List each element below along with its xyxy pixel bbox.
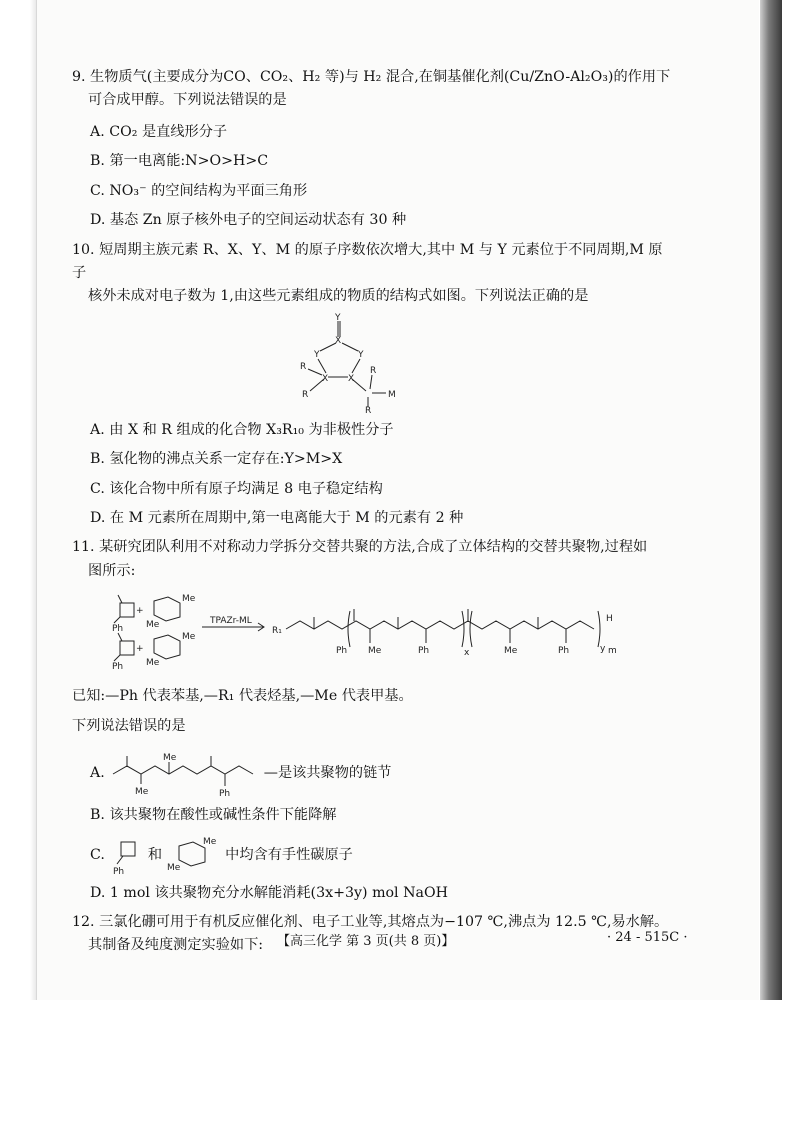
q11-option-c-text: 中均含有手性碳原子 [225,846,353,863]
footer-code: · 24 - 515C · [607,930,688,945]
q10-option-c: C. 该化合物中所有原子均满足 8 电子稳定结构 [90,480,383,497]
q11-stem-line2: 图所示: [88,562,136,579]
atom-label: Y [314,349,320,360]
svg-text:+: + [136,606,144,617]
atom-label: R [365,405,372,413]
catalyst-label: TPAZr-ML [210,616,252,627]
q9-stem-line2: 可合成甲醇。下列说法错误的是 [88,92,287,109]
q11-option-a [72,748,672,798]
atom-label: X [322,373,329,384]
footer-page-label: 【高三化学 第 3 页(共 8 页)】 [277,934,455,949]
methyl-label: Me [202,836,216,847]
atom-label: R [370,365,377,376]
q11-repeat-unit-structure [109,748,259,798]
atom-label: M [388,389,396,400]
methyl-label: Me [135,787,149,798]
q11-reaction-scheme [106,589,646,681]
atom-label: R [302,389,309,400]
phenyl-label: Ph [112,624,124,635]
q11-known: 已知:—Ph 代表苯基,—R₁ 代表烃基,—Me 代表甲基。 [72,688,413,705]
q9-option-a: A. CO₂ 是直线形分子 [90,123,228,140]
q12-stem-line2: 其制备及纯度测定实验如下: [88,937,264,954]
atom-label: Y [335,312,341,323]
r1-label: R₁ [272,626,282,637]
phenyl-label: Ph [558,646,570,657]
q12-stem-line1: 12. 三氯化硼可用于有机反应催化剂、电子工业等,其熔点为−107 ℃,沸点为 12.5 ℃,易水解。 [72,914,669,931]
subscript-x: x [464,648,470,659]
q11-option-c-label: C. [90,846,105,863]
phenyl-label: Ph [219,789,231,799]
q9-option-c: C. NO₃⁻ 的空间结构为平面三角形 [90,182,308,199]
question-9 [72,66,672,233]
phenyl-label: Ph [336,646,348,657]
subscript-m: m [608,646,617,657]
phenyl-label: Ph [113,866,125,876]
question-12 [72,911,672,958]
q11-option-c-and: 和 [147,846,163,863]
methyl-label: Me [182,632,196,643]
atom-label: R [300,361,307,372]
svg-text:+: + [136,644,144,655]
scan-edge-shadow [760,0,782,1000]
question-10 [72,239,672,531]
methyl-label: Me [163,753,177,764]
q10-option-d: D. 在 M 元素所在周期中,第一电离能大于 M 的元素有 2 种 [90,510,464,527]
q11-option-d: D. 1 mol 该共聚物充分水解能消耗(3x+3y) mol NaOH [90,884,448,901]
beta-lactone-structure [109,834,143,876]
q10-option-b: B. 氢化物的沸点关系一定存在:Y>M>X [90,451,343,468]
methyl-label: Me [182,594,196,605]
end-group-h: H [606,614,613,625]
atom-label: X [348,373,355,384]
methyl-label: Me [146,658,160,669]
q11-option-c [72,834,672,876]
q11-option-a-label: A. [90,765,105,782]
methyl-label: Me [146,620,160,631]
phenyl-label: Ph [112,662,124,673]
exam-content [72,66,672,958]
subscript-y: y [600,644,606,655]
lactide-structure [167,834,221,876]
atom-label: X [335,335,342,346]
q10-stem-line1: 10. 短周期主族元素 R、X、Y、M 的原子序数依次增大,其中 M 与 Y 元素位于不同周期,M 原子 [72,241,663,281]
atom-label: Y [358,349,364,360]
q10-option-a: A. 由 X 和 R 组成的化合物 X₃R₁₀ 为非极性分子 [90,421,394,438]
question-11 [72,536,672,905]
q11-option-a-text: —是该共聚物的链节 [263,765,392,782]
methyl-label: Me [504,646,518,657]
q9-option-d: D. 基态 Zn 原子核外电子的空间运动状态有 30 种 [90,212,407,229]
methyl-label: Me [166,862,180,873]
q11-option-b: B. 该共聚物在酸性或碱性条件下能降解 [90,807,337,824]
q11-stem-line1: 11. 某研究团队利用不对称动力学拆分交替共聚的方法,合成了立体结构的交替共聚物,过程如 [72,539,648,556]
q10-structure-diagram [292,313,422,413]
methyl-label: Me [368,646,382,657]
q9-option-b: B. 第一电离能:N>O>H>C [90,153,269,170]
q11-ask: 下列说法错误的是 [72,717,186,734]
phenyl-label: Ph [418,646,430,657]
q10-stem-line2: 核外未成对电子数为 1,由这些元素组成的物质的结构式如图。下列说法正确的是 [88,288,589,305]
q9-stem-line1: 9. 生物质气(主要成分为CO、CO₂、H₂ 等)与 H₂ 混合,在铜基催化剂(Cu/ZnO-Al₂O₃)的作用下 [72,69,671,85]
